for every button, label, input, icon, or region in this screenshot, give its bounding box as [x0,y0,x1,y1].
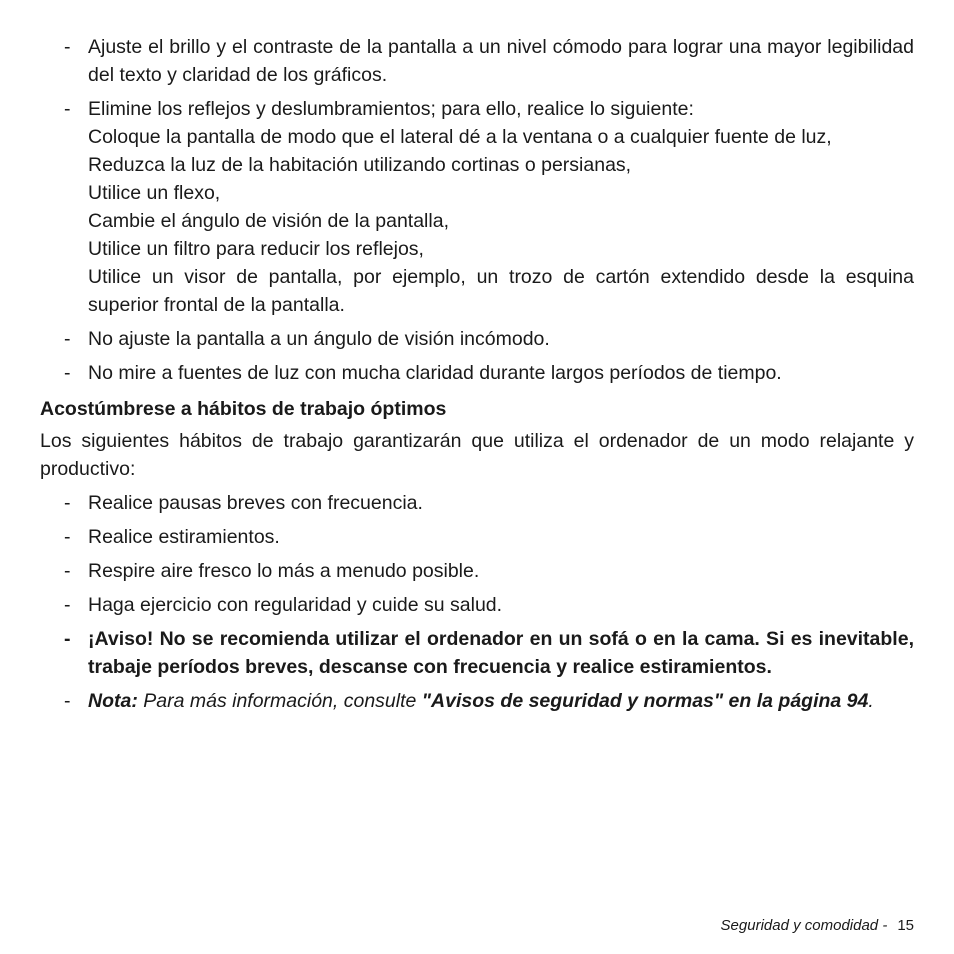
note-reference-link[interactable]: "Avisos de seguridad y normas" en la página 94 [421,690,869,712]
list-item-text: Realice estiramientos. [88,526,280,548]
bullet-dash: - [64,492,71,514]
glare-line: Reduzca la luz de la habitación utilizando cortinas o persianas, [88,154,632,176]
section-heading: Acostúmbrese a hábitos de trabajo óptimos [40,398,447,420]
warning-item [40,625,914,681]
glare-line: Coloque la pantalla de modo que el lateral dé a la ventana o a cualquier fuente de luz, [88,126,832,148]
list-item [40,557,914,585]
list-item [40,591,914,619]
list-item-glare [40,95,914,319]
document-page [40,33,914,721]
list-item-text: Respire aire fresco lo más a menudo posible. [88,560,480,582]
glare-intro: Elimine los reflejos y deslumbramientos; para ello, realice lo siguiente: [88,98,694,120]
note-text: Para más información, consulte [137,690,422,712]
glare-line: Utilice un filtro para reducir los reflejos, [88,238,424,260]
bullet-dash: - [64,526,71,548]
bullet-dash: - [64,594,71,616]
bullet-dash: - [64,628,71,650]
note-end: . [868,690,874,712]
warning-text: ¡Aviso! No se recomienda utilizar el ordenador en un sofá o en la cama. Si es inevitable, trabaje períodos breves, descanse con frecuencia y realice estiramientos. [88,628,914,678]
note-item [40,687,914,715]
bullet-dash: - [64,328,71,350]
glare-line: Utilice un flexo, [88,182,221,204]
note-label: Nota: [88,690,138,712]
page-number: 15 [897,917,914,934]
glare-line: Utilice un visor de pantalla, por ejemplo, un trozo de cartón extendido desde la esquina superior frontal de la pantalla. [88,266,914,316]
list-item [40,325,914,353]
list-item [40,33,914,89]
footer-section: Seguridad y comodidad - [720,917,888,934]
bullet-dash: - [64,560,71,582]
list-item-text: Haga ejercicio con regularidad y cuide su salud. [88,594,503,616]
list-item-text: No mire a fuentes de luz con mucha claridad durante largos períodos de tiempo. [88,362,782,384]
list-item [40,359,914,387]
list-item-text: Realice pausas breves con frecuencia. [88,492,423,514]
bullet-dash: - [64,690,71,712]
body-paragraph: Los siguientes hábitos de trabajo garantizarán que utiliza el ordenador de un modo relajante y productivo: [40,430,914,480]
bullet-dash: - [64,98,71,120]
bullet-dash: - [64,36,71,58]
bullet-dash: - [64,362,71,384]
page-footer [721,917,914,934]
list-item-text: Ajuste el brillo y el contraste de la pantalla a un nivel cómodo para lograr una mayor legibilidad del texto y claridad de los gráficos. [88,36,914,86]
list-item [40,523,914,551]
list-item-text: No ajuste la pantalla a un ángulo de visión incómodo. [88,328,550,350]
glare-line: Cambie el ángulo de visión de la pantalla, [88,210,449,232]
list-item [40,489,914,517]
